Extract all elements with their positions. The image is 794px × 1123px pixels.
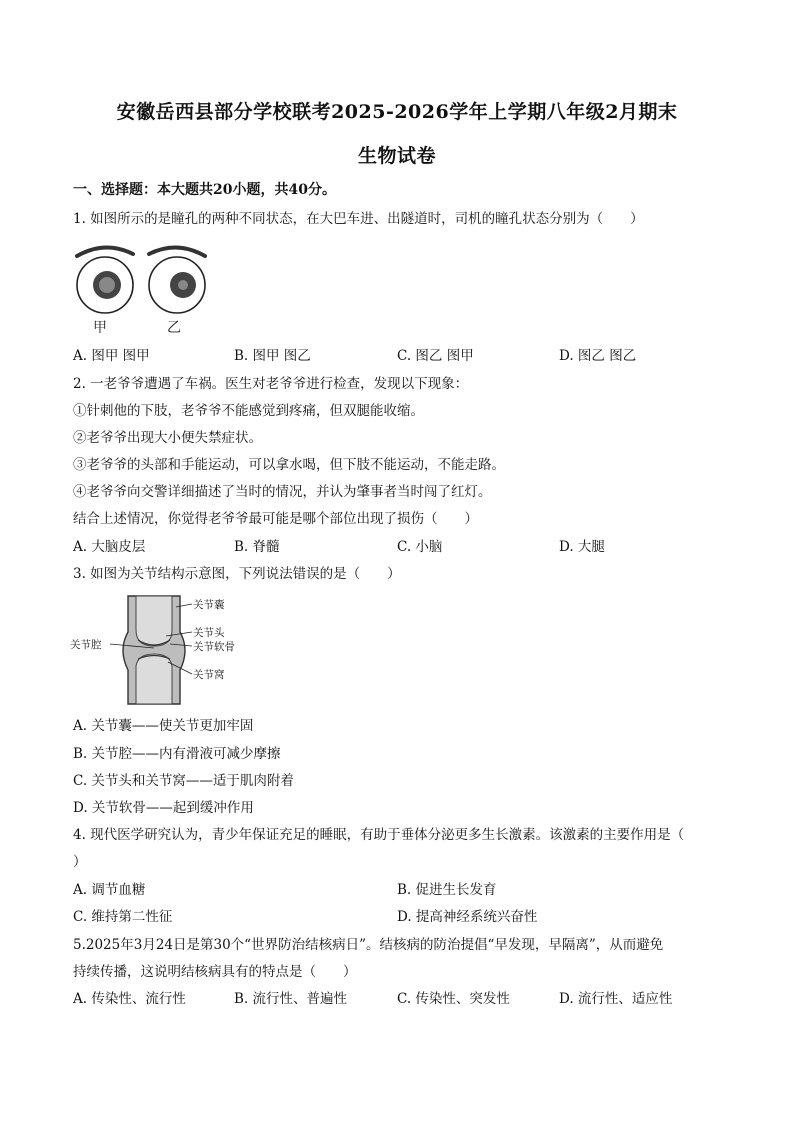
q1-option-c: C. 图乙 图甲 <box>397 348 474 364</box>
q4-stem: 4. 现代医学研究认为，青少年保证充足的睡眠，有助于垂体分泌更多生长激素。该激素的主要作用是（ <box>73 827 685 843</box>
q5-option-b: B. 流行性、普遍性 <box>234 991 348 1007</box>
q5-stem-cont: 持续传播，这说明结核病具有的特点是（ ） <box>73 964 357 980</box>
q3-option-b: B. 关节腔——内有滑液可减少摩擦 <box>73 746 281 762</box>
q4-option-a: A. 调节血糖 <box>73 882 146 898</box>
q1-option-b: B. 图甲 图乙 <box>234 348 311 364</box>
q1-stem: 1. 如图所示的是瞳孔的两种不同状态，在大巴车进、出隧道时，司机的瞳孔状态分别为（ ） <box>73 211 644 227</box>
exam-title: 安徽岳西县部分学校联考2025-2026学年上学期八年级2月期末 <box>116 101 678 123</box>
q5-stem: 5.2025年3月24日是第30个“世界防治结核病日”。结核病的防治提倡“早发现，早隔离”，从而避免 <box>73 937 664 953</box>
q1-option-a: A. 图甲 图甲 <box>73 348 150 364</box>
label-joint-socket: 关节窝 <box>193 669 225 681</box>
q2-option-d: D. 大腿 <box>559 539 605 555</box>
joint-diagram <box>70 592 250 708</box>
q4-stem-cont: ） <box>73 854 87 870</box>
section-heading: 一、选择题：本大题共20小题，共40分。 <box>73 182 336 198</box>
exam-subtitle: 生物试卷 <box>357 145 436 167</box>
q3-stem: 3. 如图为关节结构示意图，下列说法错误的是（ ） <box>73 566 401 582</box>
label-joint-cartilage: 关节软骨 <box>193 641 235 653</box>
q5-option-d: D. 流行性、适应性 <box>559 991 673 1007</box>
q5-option-a: A. 传染性、流行性 <box>73 991 186 1007</box>
q4-option-d: D. 提高神经系统兴奋性 <box>397 909 538 925</box>
q2-stem: 2. 一老爷爷遭遇了车祸。医生对老爷爷进行检查，发现以下现象： <box>73 376 469 392</box>
fig-label-jia: 甲 <box>93 320 107 336</box>
q2-line-3: ③老爷爷的头部和手能运动，可以拿水喝，但下肢不能运动，不能走路。 <box>73 457 505 473</box>
q3-option-d: D. 关节软骨——起到缓冲作用 <box>73 800 254 816</box>
q3-option-c: C. 关节头和关节窝——适于肌肉附着 <box>73 773 294 789</box>
pupil-figure <box>73 238 209 340</box>
q2-line-2: ②老爷爷出现大小便失禁症状。 <box>73 430 262 446</box>
q4-option-b: B. 促进生长发育 <box>397 882 497 898</box>
q2-question: 结合上述情况，你觉得老爷爷最可能是哪个部位出现了损伤（ ） <box>73 511 478 527</box>
q2-option-a: A. 大脑皮层 <box>73 539 146 555</box>
q4-option-c: C. 维持第二性征 <box>73 909 173 925</box>
label-joint-head: 关节头 <box>193 627 225 639</box>
fig-label-yi: 乙 <box>167 320 181 336</box>
label-joint-capsule: 关节囊 <box>193 599 225 611</box>
q2-option-c: C. 小脑 <box>397 539 443 555</box>
q1-option-d: D. 图乙 图乙 <box>559 348 637 364</box>
label-joint-cavity: 关节腔 <box>70 639 102 651</box>
q2-line-4: ④老爷爷向交警详细描述了当时的情况，并认为肇事者当时闯了红灯。 <box>73 484 492 500</box>
q2-option-b: B. 脊髓 <box>234 539 280 555</box>
q5-option-c: C. 传染性、突发性 <box>397 991 510 1007</box>
q3-option-a: A. 关节囊——使关节更加牢固 <box>73 718 254 734</box>
q2-line-1: ①针刺他的下肢，老爷爷不能感觉到疼痛，但双腿能收缩。 <box>73 403 424 419</box>
